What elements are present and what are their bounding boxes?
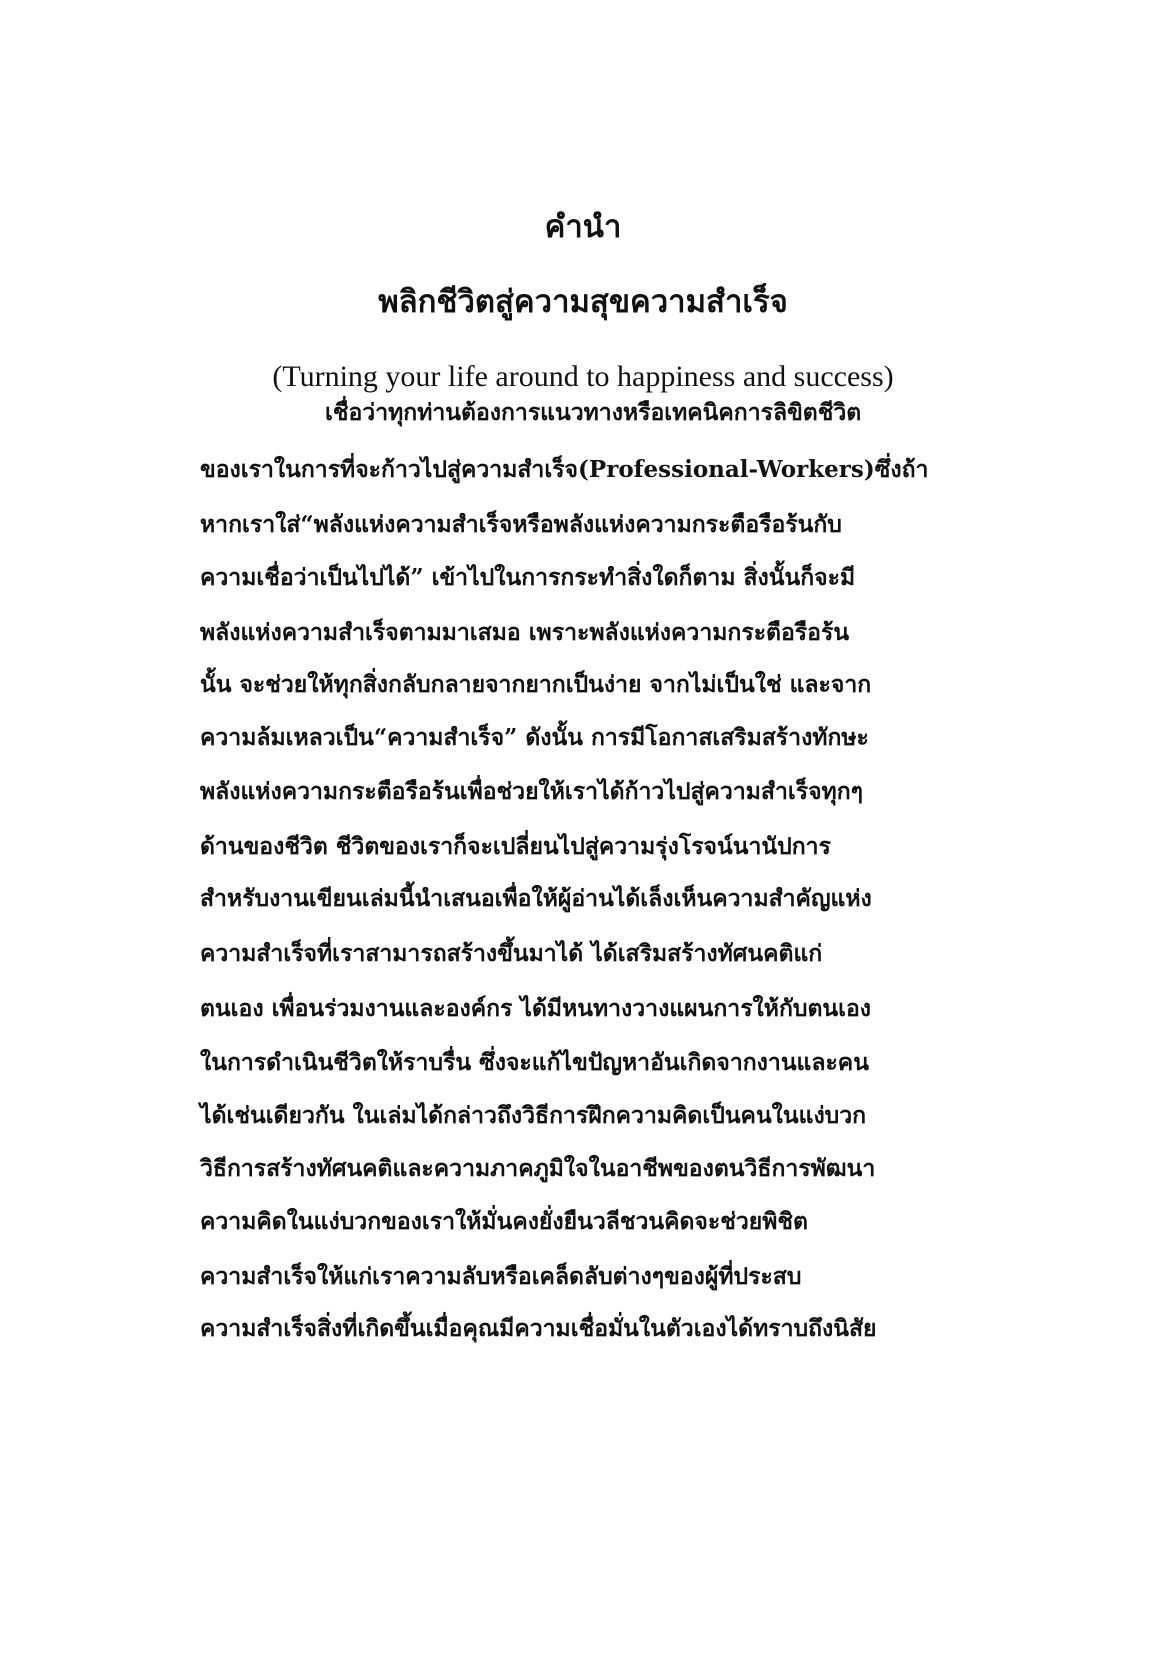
body-line: พลังแห่งความสำเร็จตามมาเสมอ เพราะพลังแห่งความกระตือรือร้น xyxy=(200,619,850,646)
body-line: ความล้มเหลวเป็น“ความสำเร็จ” ดังนั้น การมีโอกาสเสริมสร้างทักษะ xyxy=(200,724,869,751)
body-line: พลังแห่งความกระตือรือร้นเพื่อช่วยให้เราได้ก้าวไปสู่ความสำเร็จทุกๆ xyxy=(200,778,863,805)
body-line: ตนเอง เพื่อนร่วมงานและองค์กร ได้มีหนทางวางแผนการให้กับตนเอง xyxy=(200,995,872,1022)
body-line: ด้านของชีวิต ชีวิตของเราก็จะเปลี่ยนไปสู่ความรุ่งโรจน์นานัปการ xyxy=(200,833,831,860)
body-line: สำหรับงานเขียนเล่มนี้นำเสนอเพื่อให้ผู้อ่านได้เล็งเห็นความสำคัญแห่ง xyxy=(200,885,872,912)
body-line: ได้เช่นเดียวกัน ในเล่มได้กล่าวถึงวิธีการฝึกความคิดเป็นคนในแง่บวก xyxy=(200,1102,867,1129)
body-line: ความเชื่อว่าเป็นไปได้” เข้าไปในการกระทำสิ่งใดก็ตาม สิ่งนั้นก็จะมี xyxy=(200,564,856,591)
body-line: ในการดำเนินชีวิตให้ราบรื่น ซึ่งจะแก้ไขปัญหาอันเกิดจากงานและคน xyxy=(200,1049,869,1076)
body-line: วิธีการสร้างทัศนคติและความภาคภูมิใจในอาชีพของตนวิธีการพัฒนา xyxy=(200,1155,876,1182)
body-line: ความสำเร็จสิ่งที่เกิดขึ้นเมื่อคุณมีความเชื่อมั่นในตัวเองได้ทราบถึงนิสัย xyxy=(200,1315,877,1342)
body-line: ของเราในการที่จะก้าวไปสู่ความสำเร็จ(Professional-Workers)ซึ่งถ้า xyxy=(200,456,929,483)
english-subtitle: (Turning your life around to happiness and success) xyxy=(272,360,894,393)
body-line: ความสำเร็จให้แก่เราความลับหรือเคล็ดลับต่างๆของผู้ที่ประสบ xyxy=(200,1263,802,1290)
body-line: ความสำเร็จที่เราสามารถสร้างขึ้นมาได้ ได้เสริมสร้างทัศนคติแก่ xyxy=(200,940,823,967)
body-line: นั้น จะช่วยให้ทุกสิ่งกลับกลายจากยากเป็นง่าย จากไม่เป็นใช่ และจาก xyxy=(200,671,872,698)
preface-heading: คำนำ xyxy=(544,209,622,245)
body-line: หากเราใส่“พลังแห่งความสำเร็จหรือพลังแห่งความกระตือรือร้นกับ xyxy=(200,511,842,538)
body-line: ความคิดในแง่บวกของเราให้มั่นคงยั่งยืนวลีชวนคิดจะช่วยพิชิต xyxy=(200,1208,808,1235)
book-title: พลิกชีวิตสู่ความสุขความสำเร็จ xyxy=(378,284,788,320)
body-line: เชื่อว่าทุกท่านต้องการแนวทางหรือเทคนิคการลิขิตชีวิต xyxy=(325,399,862,426)
